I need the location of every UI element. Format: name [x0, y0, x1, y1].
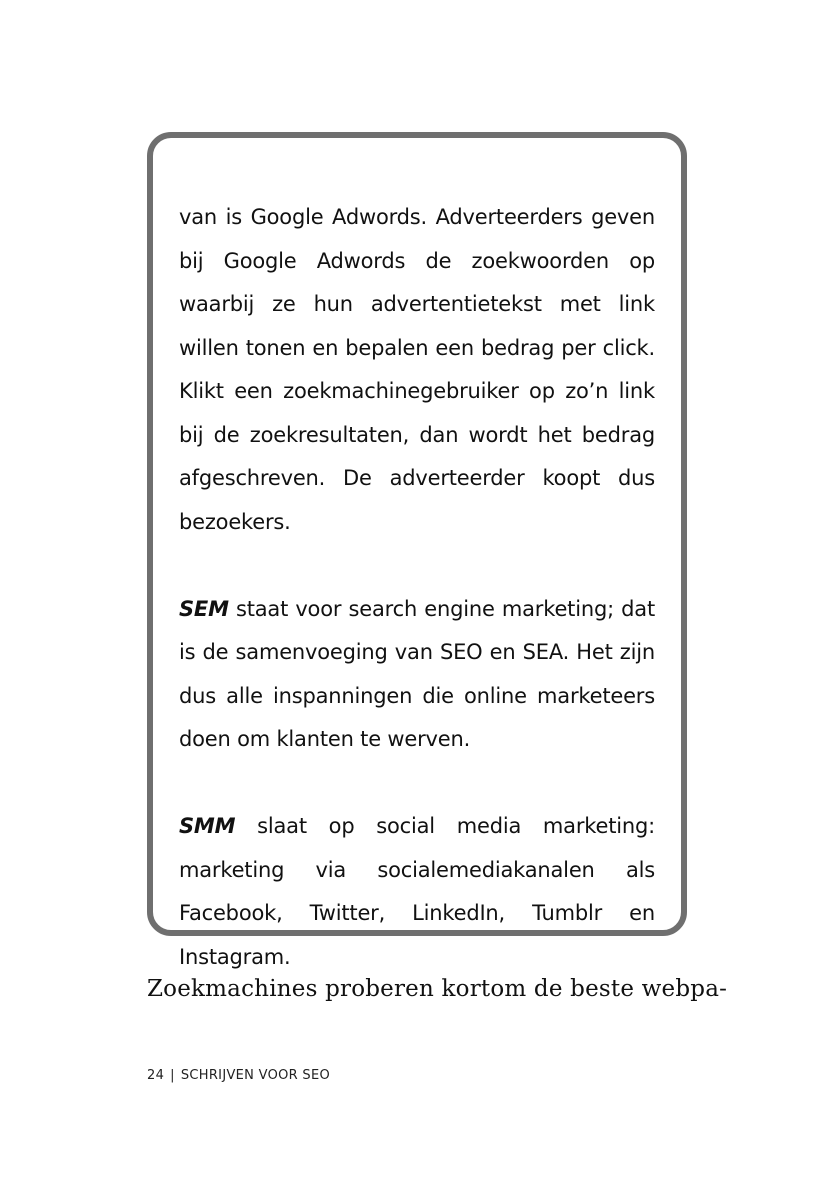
- sem-term: SEM: [179, 596, 229, 621]
- definition-box: [147, 132, 687, 969]
- adwords-paragraph: van is Google Adwords. Adverteerders geven bij Google Adwords de zoekwoorden op waarbij ze hun advertentietekst met link willen tonen en bepalen een bedrag per click. Klikt een zoekmachinegebruiker op zo’n link bij de zoekresultaten, dan wordt het bedrag afgeschreven. De adverteerder koopt dus bezoekers.: [179, 205, 655, 534]
- definition-box-content: [179, 196, 655, 979]
- body-paragraph: Zoekmachines proberen kortom de beste webpa-: [147, 976, 728, 1002]
- running-section-title: SCHRIJVEN VOOR SEO: [180, 1068, 331, 1083]
- smm-term: SMM: [179, 814, 236, 838]
- smm-paragraph: [179, 805, 655, 979]
- page-number: 24: [147, 1068, 165, 1083]
- smm-definition: slaat op social media marketing: marketing via socialemediakanalen als Facebook, Twitter, LinkedIn, Tumblr en Instagram.: [179, 814, 655, 969]
- footer-separator: |: [170, 1068, 175, 1083]
- page-footer: [147, 1068, 330, 1083]
- sem-paragraph: [179, 588, 655, 762]
- sem-definition: staat voor search engine marketing; dat is de samenvoeging van SEO en SEA. Het zijn dus alle inspanningen die online marketeers doen om klanten te werven.: [179, 596, 655, 751]
